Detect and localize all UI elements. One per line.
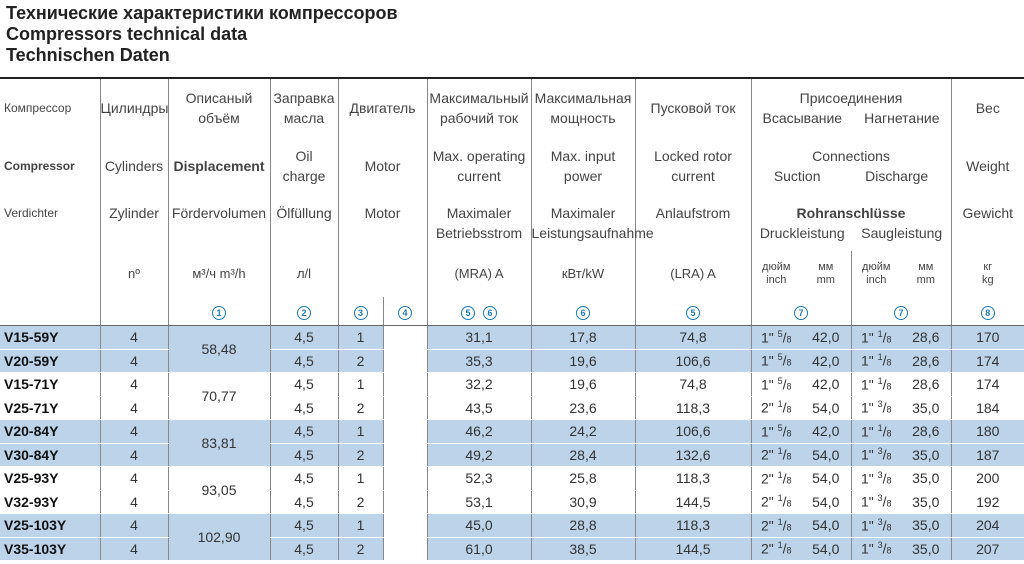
cell-model: V15-59Y bbox=[0, 326, 100, 350]
cell-suction-mm: 42,0 bbox=[801, 373, 851, 397]
cell-lra: 106,6 bbox=[635, 349, 751, 373]
cell-discharge-mm: 35,0 bbox=[901, 490, 951, 514]
cell-oil: 4,5 bbox=[270, 537, 338, 561]
unit-cyl: nº bbox=[100, 251, 168, 297]
cell-suction-inch: 2" $^1$/8 bbox=[751, 514, 801, 538]
header-ru-2: Описаный объём bbox=[168, 78, 270, 137]
cell-motor-blank bbox=[383, 420, 427, 444]
note-marker-icon: 5 bbox=[461, 306, 475, 320]
cell-mra: 46,2 bbox=[427, 420, 531, 444]
cell-motor: 1 bbox=[338, 467, 383, 491]
cell-power: 25,8 bbox=[531, 467, 635, 491]
note-marker-icon: 5 bbox=[686, 306, 700, 320]
cell-weight: 192 bbox=[951, 490, 1024, 514]
cell-cylinders: 4 bbox=[100, 326, 168, 350]
cell-motor: 1 bbox=[338, 514, 383, 538]
cell-lra: 118,3 bbox=[635, 396, 751, 420]
cell-weight: 187 bbox=[951, 443, 1024, 467]
cell-weight: 200 bbox=[951, 467, 1024, 491]
cell-model: V35-103Y bbox=[0, 537, 100, 561]
cell-mra: 45,0 bbox=[427, 514, 531, 538]
cell-discharge-mm: 28,6 bbox=[901, 420, 951, 444]
cell-lra: 106,6 bbox=[635, 420, 751, 444]
cell-discharge-mm: 35,0 bbox=[901, 396, 951, 420]
unit-conn-mm-1: мм mm bbox=[816, 261, 835, 286]
cell-discharge-mm: 28,6 bbox=[901, 349, 951, 373]
cell-mra: 49,2 bbox=[427, 443, 531, 467]
note-marker-icon: 6 bbox=[483, 306, 497, 320]
cell-model: V20-59Y bbox=[0, 349, 100, 373]
cell-motor-blank bbox=[383, 537, 427, 561]
header-ru-1: Цилиндры bbox=[100, 78, 168, 137]
cell-discharge-mm: 35,0 bbox=[901, 443, 951, 467]
cell-lra: 132,6 bbox=[635, 443, 751, 467]
header-en-3: Oil charge bbox=[270, 137, 338, 195]
marker-empty-cyl bbox=[100, 297, 168, 326]
cell-model: V30-84Y bbox=[0, 443, 100, 467]
cell-cylinders: 4 bbox=[100, 373, 168, 397]
header-ru-weight: Вес bbox=[951, 78, 1024, 137]
cell-motor-blank bbox=[383, 326, 427, 350]
cell-model: V25-103Y bbox=[0, 514, 100, 538]
table-row bbox=[0, 490, 1024, 514]
marker-motor-a bbox=[338, 297, 383, 326]
unit-power: кВт/kW bbox=[531, 251, 635, 297]
cell-cylinders: 4 bbox=[100, 467, 168, 491]
compressor-spec-table bbox=[0, 77, 1024, 561]
marker-power bbox=[531, 297, 635, 326]
cell-power: 30,9 bbox=[531, 490, 635, 514]
cell-motor: 1 bbox=[338, 326, 383, 350]
header-ru-4: Двигатель bbox=[338, 78, 427, 137]
cell-lra: 118,3 bbox=[635, 467, 751, 491]
cell-power: 19,6 bbox=[531, 349, 635, 373]
cell-motor-blank bbox=[383, 467, 427, 491]
header-en-1: Cylinders bbox=[100, 137, 168, 195]
unit-mra: (MRA) A bbox=[427, 251, 531, 297]
unit-disp: м³/ч m³/h bbox=[168, 251, 270, 297]
cell-mra: 53,1 bbox=[427, 490, 531, 514]
cell-weight: 170 bbox=[951, 326, 1024, 350]
cell-discharge-inch: 1" $^1$/8 bbox=[851, 326, 901, 350]
cell-suction-inch: 2" $^1$/8 bbox=[751, 396, 801, 420]
cell-discharge-mm: 35,0 bbox=[901, 467, 951, 491]
cell-discharge-inch: 1" $^1$/8 bbox=[851, 373, 901, 397]
cell-weight: 184 bbox=[951, 396, 1024, 420]
table-row bbox=[0, 467, 1024, 491]
unit-conn-inch-2: дюйм inch bbox=[851, 251, 901, 297]
cell-cylinders: 4 bbox=[100, 420, 168, 444]
cell-mra: 43,5 bbox=[427, 396, 531, 420]
table-row bbox=[0, 537, 1024, 561]
cell-lra: 74,8 bbox=[635, 373, 751, 397]
cell-discharge-inch: 1" $^3$/8 bbox=[851, 514, 901, 538]
table-row bbox=[0, 326, 1024, 350]
header-de-connections: Rohranschlüsse Druckleistung Saugleistung bbox=[751, 195, 951, 251]
marker-suction bbox=[751, 297, 851, 326]
unit-conn-inch-0: дюйм inch bbox=[751, 251, 801, 297]
unit-lra: (LRA) A bbox=[635, 251, 751, 297]
cell-weight: 174 bbox=[951, 373, 1024, 397]
cell-discharge-mm: 35,0 bbox=[901, 514, 951, 538]
cell-discharge-inch: 1" $^3$/8 bbox=[851, 490, 901, 514]
cell-motor: 1 bbox=[338, 373, 383, 397]
cell-suction-mm: 54,0 bbox=[801, 514, 851, 538]
header-en-connections: Connections Suction Discharge bbox=[751, 137, 951, 195]
document-title-block bbox=[6, 3, 398, 66]
unit-empty bbox=[0, 251, 100, 297]
cell-discharge-inch: 1" $^3$/8 bbox=[851, 396, 901, 420]
cell-cylinders: 4 bbox=[100, 396, 168, 420]
header-ru-5: Максимальный рабочий ток bbox=[427, 78, 531, 137]
title-de: Technischen Daten bbox=[6, 45, 170, 65]
cell-oil: 4,5 bbox=[270, 349, 338, 373]
cell-motor: 2 bbox=[338, 490, 383, 514]
cell-model: V25-93Y bbox=[0, 467, 100, 491]
cell-motor: 2 bbox=[338, 443, 383, 467]
data-rows bbox=[0, 326, 1024, 561]
cell-displacement: 102,90 bbox=[168, 514, 270, 561]
header-ru-connections: Присоединения Всасывание Нагнетание bbox=[751, 78, 951, 137]
cell-cylinders: 4 bbox=[100, 349, 168, 373]
table-row bbox=[0, 514, 1024, 538]
marker-mra bbox=[427, 297, 531, 326]
cell-displacement: 70,77 bbox=[168, 373, 270, 420]
table-row bbox=[0, 396, 1024, 420]
cell-model: V25-71Y bbox=[0, 396, 100, 420]
table-row bbox=[0, 349, 1024, 373]
cell-suction-inch: 1" $^5$/8 bbox=[751, 326, 801, 350]
cell-mra: 31,1 bbox=[427, 326, 531, 350]
title-en: Compressors technical data bbox=[6, 24, 248, 44]
cell-displacement: 58,48 bbox=[168, 326, 270, 373]
cell-cylinders: 4 bbox=[100, 490, 168, 514]
note-marker-icon: 8 bbox=[981, 306, 995, 320]
cell-discharge-mm: 28,6 bbox=[901, 373, 951, 397]
unit-oil: л/l bbox=[270, 251, 338, 297]
cell-weight: 174 bbox=[951, 349, 1024, 373]
cell-suction-mm: 54,0 bbox=[801, 396, 851, 420]
header-row-en bbox=[0, 137, 1024, 195]
cell-power: 28,8 bbox=[531, 514, 635, 538]
cell-cylinders: 4 bbox=[100, 443, 168, 467]
header-de-7: Anlaufstrom bbox=[635, 195, 751, 251]
cell-oil: 4,5 bbox=[270, 467, 338, 491]
cell-discharge-inch: 1" $^1$/8 bbox=[851, 349, 901, 373]
marker-discharge bbox=[851, 297, 951, 326]
cell-suction-mm: 42,0 bbox=[801, 420, 851, 444]
cell-mra: 52,3 bbox=[427, 467, 531, 491]
table-row bbox=[0, 373, 1024, 397]
header-en-0: Compressor bbox=[4, 159, 75, 173]
cell-discharge-inch: 1" $^1$/8 bbox=[851, 420, 901, 444]
marker-motor-b bbox=[383, 297, 427, 326]
marker-weight bbox=[951, 297, 1024, 326]
cell-motor-blank bbox=[383, 514, 427, 538]
cell-motor-blank bbox=[383, 490, 427, 514]
header-en-6: Max. input power bbox=[531, 137, 635, 195]
cell-lra: 144,5 bbox=[635, 537, 751, 561]
header-en-7: Locked rotor current bbox=[635, 137, 751, 195]
cell-model: V15-71Y bbox=[0, 373, 100, 397]
marker-oil bbox=[270, 297, 338, 326]
cell-oil: 4,5 bbox=[270, 490, 338, 514]
header-en-2: Displacement bbox=[168, 137, 270, 195]
markers-row bbox=[0, 297, 1024, 326]
cell-mra: 32,2 bbox=[427, 373, 531, 397]
units-row bbox=[0, 251, 1024, 297]
cell-power: 28,4 bbox=[531, 443, 635, 467]
cell-suction-mm: 54,0 bbox=[801, 490, 851, 514]
cell-power: 24,2 bbox=[531, 420, 635, 444]
cell-cylinders: 4 bbox=[100, 537, 168, 561]
cell-power: 17,8 bbox=[531, 326, 635, 350]
note-marker-icon: 6 bbox=[576, 306, 590, 320]
note-marker-icon: 3 bbox=[354, 306, 368, 320]
table-row bbox=[0, 420, 1024, 444]
header-ru-3: Заправка масла bbox=[270, 78, 338, 137]
cell-model: V32-93Y bbox=[0, 490, 100, 514]
unit-motor bbox=[338, 251, 427, 297]
cell-weight: 180 bbox=[951, 420, 1024, 444]
cell-lra: 74,8 bbox=[635, 326, 751, 350]
header-de-weight: Gewicht bbox=[951, 195, 1024, 251]
cell-motor-blank bbox=[383, 373, 427, 397]
marker-disp bbox=[168, 297, 270, 326]
cell-oil: 4,5 bbox=[270, 443, 338, 467]
cell-motor: 1 bbox=[338, 420, 383, 444]
header-row-ru bbox=[0, 78, 1024, 137]
cell-suction-mm: 42,0 bbox=[801, 326, 851, 350]
header-de-1: Zylinder bbox=[100, 195, 168, 251]
note-marker-icon: 2 bbox=[297, 306, 311, 320]
cell-motor: 2 bbox=[338, 349, 383, 373]
cell-motor-blank bbox=[383, 349, 427, 373]
note-marker-icon: 4 bbox=[398, 306, 412, 320]
cell-motor: 2 bbox=[338, 537, 383, 561]
cell-mra: 61,0 bbox=[427, 537, 531, 561]
header-de-6: Maximaler Leistungsaufnahme bbox=[531, 195, 635, 251]
cell-discharge-mm: 28,6 bbox=[901, 326, 951, 350]
unit-kg: кг kg bbox=[951, 251, 1024, 297]
table-row bbox=[0, 443, 1024, 467]
cell-oil: 4,5 bbox=[270, 373, 338, 397]
header-de-5: Maximaler Betriebsstrom bbox=[427, 195, 531, 251]
cell-weight: 204 bbox=[951, 514, 1024, 538]
cell-model: V20-84Y bbox=[0, 420, 100, 444]
cell-motor: 2 bbox=[338, 396, 383, 420]
cell-weight: 207 bbox=[951, 537, 1024, 561]
unit-conn-mm-3: мм mm bbox=[916, 261, 935, 286]
cell-oil: 4,5 bbox=[270, 514, 338, 538]
header-en-5: Max. operating current bbox=[427, 137, 531, 195]
cell-cylinders: 4 bbox=[100, 514, 168, 538]
cell-suction-mm: 42,0 bbox=[801, 349, 851, 373]
header-de-0: Verdichter bbox=[4, 206, 59, 220]
cell-suction-mm: 54,0 bbox=[801, 537, 851, 561]
header-en-4: Motor bbox=[338, 137, 427, 195]
cell-oil: 4,5 bbox=[270, 420, 338, 444]
cell-discharge-inch: 1" $^3$/8 bbox=[851, 443, 901, 467]
cell-oil: 4,5 bbox=[270, 396, 338, 420]
cell-power: 23,6 bbox=[531, 396, 635, 420]
marker-lra bbox=[635, 297, 751, 326]
cell-motor-blank bbox=[383, 443, 427, 467]
cell-discharge-inch: 1" $^3$/8 bbox=[851, 537, 901, 561]
cell-suction-mm: 54,0 bbox=[801, 467, 851, 491]
cell-suction-mm: 54,0 bbox=[801, 443, 851, 467]
cell-displacement: 93,05 bbox=[168, 467, 270, 514]
cell-mra: 35,3 bbox=[427, 349, 531, 373]
header-ru-7: Пусковой ток bbox=[635, 78, 751, 137]
header-en-weight: Weight bbox=[951, 137, 1024, 195]
cell-power: 19,6 bbox=[531, 373, 635, 397]
cell-oil: 4,5 bbox=[270, 326, 338, 350]
cell-power: 38,5 bbox=[531, 537, 635, 561]
header-de-4: Motor bbox=[338, 195, 427, 251]
cell-lra: 118,3 bbox=[635, 514, 751, 538]
cell-suction-inch: 2" $^1$/8 bbox=[751, 467, 801, 491]
header-de-2: Fördervolumen bbox=[168, 195, 270, 251]
cell-motor-blank bbox=[383, 396, 427, 420]
cell-suction-inch: 2" $^1$/8 bbox=[751, 490, 801, 514]
header-row-de bbox=[0, 195, 1024, 251]
header-ru-6: Максимальная мощность bbox=[531, 78, 635, 137]
cell-suction-inch: 2" $^1$/8 bbox=[751, 443, 801, 467]
note-marker-icon: 7 bbox=[894, 306, 908, 320]
marker-empty bbox=[0, 297, 100, 326]
cell-suction-inch: 1" $^5$/8 bbox=[751, 420, 801, 444]
cell-suction-inch: 1" $^5$/8 bbox=[751, 349, 801, 373]
note-marker-icon: 7 bbox=[794, 306, 808, 320]
title-ru: Технические характеристики компрессоров bbox=[6, 3, 398, 23]
cell-displacement: 83,81 bbox=[168, 420, 270, 467]
note-marker-icon: 1 bbox=[212, 306, 226, 320]
cell-suction-inch: 2" $^1$/8 bbox=[751, 537, 801, 561]
cell-lra: 144,5 bbox=[635, 490, 751, 514]
cell-suction-inch: 1" $^5$/8 bbox=[751, 373, 801, 397]
cell-discharge-inch: 1" $^3$/8 bbox=[851, 467, 901, 491]
header-de-3: Ölfüllung bbox=[270, 195, 338, 251]
cell-discharge-mm: 35,0 bbox=[901, 537, 951, 561]
header-ru-0: Компрессор bbox=[0, 78, 100, 137]
